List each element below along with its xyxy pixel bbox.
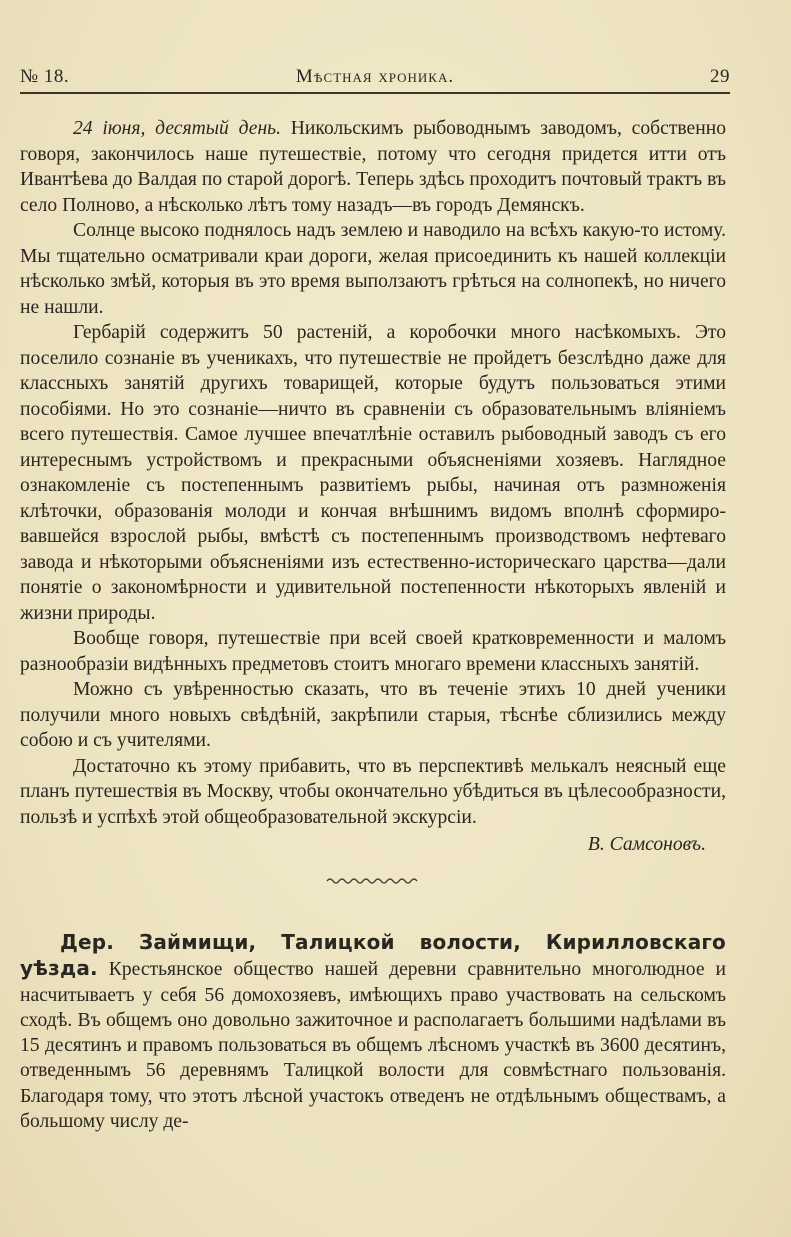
author-signature: В. Самсоновъ. — [587, 834, 706, 855]
paragraph: Достаточно къ этому прибавить, что въ перспективѣ мелькалъ неясный еще планъ путешествія въ Москву, чтобы окончательно убѣдиться въ цѣлесообразности, пользѣ и успѣхѣ этой общеобразовательной экскурсіи. — [20, 755, 726, 828]
header-rule — [20, 92, 730, 94]
article-samsonov — [20, 116, 726, 858]
running-header — [20, 66, 730, 96]
divider-ornament — [325, 876, 420, 886]
article-zaimishchi — [20, 930, 726, 1134]
place-heading: Дер. Займищи, Талицкой волости, Кирилловскаго уѣзда. — [20, 930, 726, 981]
paragraph: Можно съ увѣренностью сказать, что въ теченіе этихъ 10 дней ученики получили много новыхъ свѣдѣній, закрѣпили старыя, тѣснѣе сблизились между собою и съ учителями. — [20, 679, 726, 751]
paragraph — [20, 930, 726, 1134]
paragraph-text: Никольскимъ рыбоводнымъ заводомъ, собственно говоря, закончилось наше путешествіе, потому что сегодня придется итти отъ Ивантѣева до Валдая по старой дорогѣ. Теперь здѣсь проходитъ почтовый трактъ въ село Полново, а нѣсколько лѣтъ тому назадъ—въ городъ Демянскъ. — [20, 118, 726, 216]
paragraph: Вообще говоря, путешествіе при всей своей кратковременности и маломъ разнообразіи видѣнныхъ предметовъ стоитъ многаго времени классныхъ занятій. — [20, 628, 726, 675]
paragraph — [20, 116, 726, 218]
section-title: Мѣстная хроника. — [295, 66, 455, 87]
paragraph: Солнце высоко поднялось надъ землею и наводило на всѣхъ какую-то истому. Мы тщательно осматривали краи дороги, желая присоединить къ нашей коллекціи нѣсколько змѣй, которыя въ это время выползаютъ грѣться на солнопекѣ, но ничего не нашли. — [20, 220, 726, 318]
paragraph: Гербарій содержитъ 50 растеній, а коробочки много насѣкомыхъ. Это поселило сознаніе въ ученикахъ, что путешествіе не пройдетъ безслѣдно даже для классныхъ занятій другихъ товарищей, которые будутъ пользоваться этими пособіями. Но это сознаніе—ничто въ сравненіи съ образовательнымъ вліяніемъ всего путешествія. Самое лучшее впечатлѣніе оставилъ рыбоводный заводъ съ его интереснымъ устройствомъ и прекрасными объясненіями хозяевъ. Наглядное ознакомленіе съ постепеннымъ развитіемъ рыбы, начиная отъ размноженія клѣточки, образованія молоди и кончая внѣшнимъ видомъ вполнѣ сформировавшейся взрослой рыбы, вмѣстѣ съ постепеннымъ производствомъ нефтеваго завода и нѣкоторыми объясненіями изъ естественно-историческаго царства—дали понятіе о закономѣрности и удивительной постепенности нѣкоторыхъ явленій и жизни природы. — [20, 322, 726, 624]
issue-number: № 18. — [20, 66, 70, 87]
paragraph-text: Крестьянское общество нашей деревни сравнительно многолюдное и насчитываетъ у себя 56 домохозяевъ, имѣющихъ право участвовать на сельскомъ сходѣ. Въ общемъ оно довольно зажиточное и располагаетъ большими надѣлами въ 15 десятинъ и правомъ пользоваться въ общемъ лѣсномъ участкѣ въ 3600 десятинъ, отведеннымъ 56 деревнямъ Талицкой волости для совмѣстнаго пользованія. Благодаря тому, что этотъ лѣсной участокъ отведенъ не отдѣльнымъ обществамъ, а большому числу де- — [20, 959, 726, 1133]
date-lead: 24 іюня, десятый день. — [73, 118, 281, 139]
page-number: 29 — [710, 66, 730, 87]
